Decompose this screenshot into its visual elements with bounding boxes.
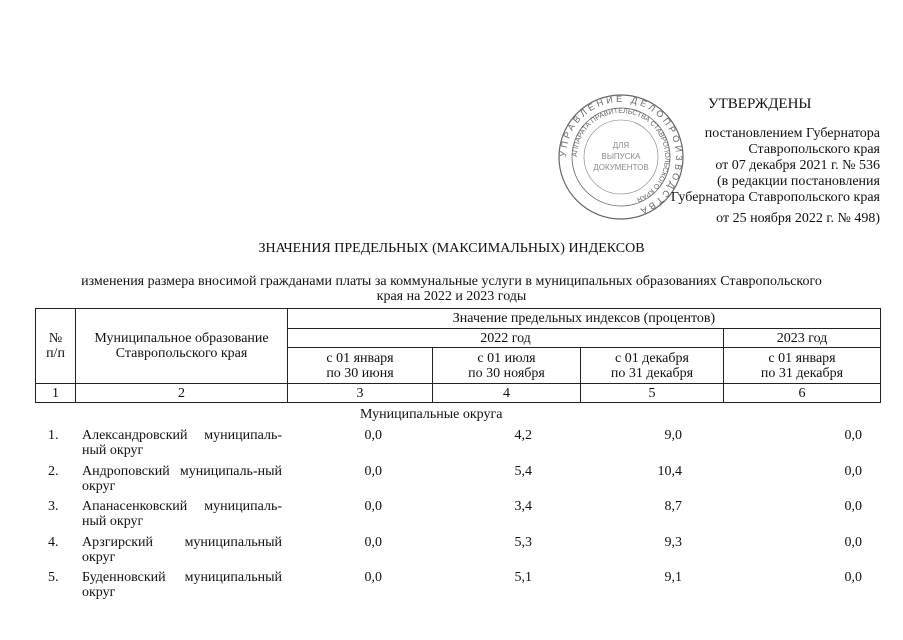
stamp-center-3: ДОКУМЕНТОВ <box>593 163 649 172</box>
header-municipality: Муниципальное образование Ставропольского края <box>76 309 288 384</box>
col-number: 3 <box>288 384 433 403</box>
header-no: № п/п <box>36 309 76 384</box>
row-number: 2. <box>48 463 59 479</box>
approval-line: от 07 декабря 2021 г. № 536 <box>715 158 880 173</box>
index-value: 0,0 <box>364 463 382 479</box>
index-value: 9,1 <box>664 570 682 585</box>
header-2022: 2022 год <box>288 329 724 348</box>
header-period-1: с 01 января по 30 июня <box>288 348 433 384</box>
stamp-inner-text: АППАРАТА ПРАВИТЕЛЬСТВА СТАВРОПОЛЬСКОГО КРАЯ <box>571 107 671 203</box>
municipality-name: Арзгирский муниципальный округ <box>82 534 282 565</box>
col-number: 6 <box>724 384 881 403</box>
header-indices: Значение предельных индексов (процентов) <box>288 309 881 329</box>
table-row <box>0 428 903 464</box>
index-value: 10,4 <box>657 463 682 479</box>
index-value: 5,4 <box>514 463 532 479</box>
table-row <box>0 499 903 535</box>
index-value: 0,0 <box>844 534 862 550</box>
indices-table-header <box>35 308 881 403</box>
municipality-name: Андроповский муниципаль-ный округ <box>82 463 282 494</box>
header-period-4: с 01 января по 31 декабря <box>724 348 881 384</box>
index-value: 4,2 <box>514 428 532 443</box>
municipality-name: Александровский муниципаль-ный округ <box>82 428 282 458</box>
stamp-center-1: ДЛЯ <box>612 141 630 150</box>
stamp-center-2: ВЫПУСКА <box>601 152 641 161</box>
approval-line: от 25 ноября 2022 г. № 498) <box>716 211 880 226</box>
table-row <box>0 570 903 606</box>
index-value: 3,4 <box>514 499 532 514</box>
col-number: 5 <box>581 384 724 403</box>
header-2023: 2023 год <box>724 329 881 348</box>
index-value: 8,7 <box>664 499 682 514</box>
row-number: 5. <box>48 570 59 585</box>
table-row <box>0 464 903 500</box>
document-subtitle-1: изменения размера вносимой гражданами платы за коммунальные услуги в муниципальных образованиях Ставропольского <box>81 274 822 289</box>
index-value: 0,0 <box>844 570 862 585</box>
col-number: 2 <box>76 384 288 403</box>
index-value: 0,0 <box>844 463 862 479</box>
index-value: 9,0 <box>664 428 682 443</box>
index-value: 0,0 <box>364 570 382 585</box>
row-number: 3. <box>48 499 59 514</box>
index-value: 0,0 <box>364 499 382 514</box>
approval-line: Губернатора Ставропольского края <box>670 190 880 205</box>
index-value: 0,0 <box>364 428 382 443</box>
row-number: 1. <box>48 428 59 443</box>
table-row <box>0 535 903 571</box>
header-period-3: с 01 декабря по 31 декабря <box>581 348 724 384</box>
header-period-2: с 01 июля по 30 ноября <box>433 348 581 384</box>
approval-line: постановлением Губернатора <box>704 126 880 141</box>
index-value: 9,3 <box>664 534 682 550</box>
section-heading: Муниципальные округа <box>360 407 503 422</box>
col-number: 4 <box>433 384 581 403</box>
municipality-name: Апанасенковский муниципаль-ный округ <box>82 499 282 529</box>
approval-block <box>630 126 880 227</box>
document-subtitle-2: края на 2022 и 2023 годы <box>376 289 527 304</box>
col-number: 1 <box>36 384 76 403</box>
approval-heading: УТВЕРЖДЕНЫ <box>708 96 812 112</box>
document-title: ЗНАЧЕНИЯ ПРЕДЕЛЬНЫХ (МАКСИМАЛЬНЫХ) ИНДЕКСОВ <box>258 241 645 256</box>
index-value: 0,0 <box>844 428 862 443</box>
approval-line: Ставропольского края <box>748 142 880 157</box>
approval-line: (в редакции постановления <box>716 174 880 189</box>
municipality-name: Буденновский муниципальный округ <box>82 570 282 600</box>
row-number: 4. <box>48 534 59 550</box>
index-value: 0,0 <box>364 534 382 550</box>
index-value: 0,0 <box>844 499 862 514</box>
index-value: 5,3 <box>514 534 532 550</box>
stamp-outer-text: УПРАВЛЕНИЕ ДЕЛОПРОИЗВОДСТВА <box>557 93 685 218</box>
index-value: 5,1 <box>514 570 532 585</box>
